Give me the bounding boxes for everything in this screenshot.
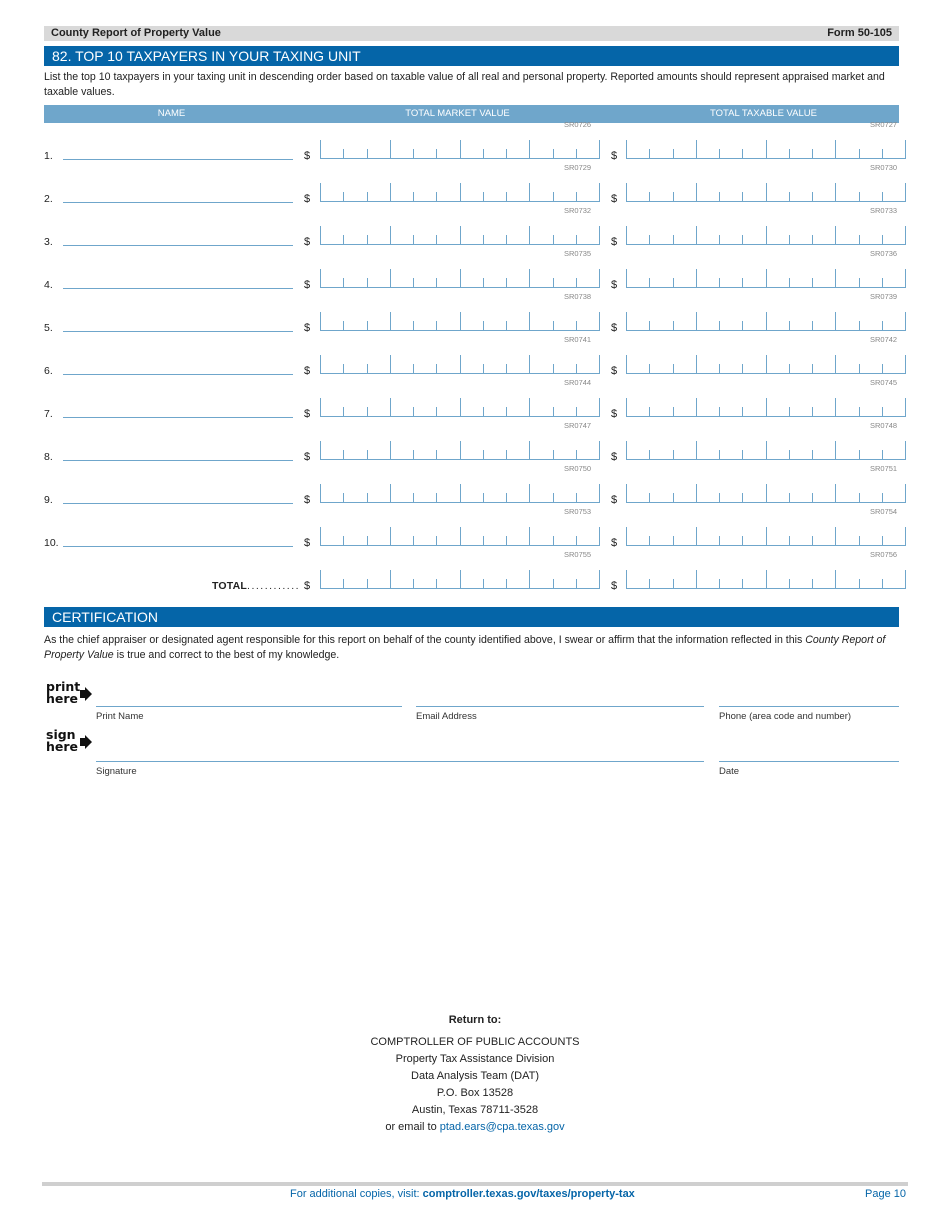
return-address-line: P.O. Box 13528: [436, 1087, 514, 1099]
taxable-field-code: SR0733: [870, 206, 898, 215]
dollar-sign: $: [611, 494, 618, 506]
taxable-value-input[interactable]: [626, 312, 906, 331]
taxpayer-row: [44, 291, 899, 334]
dollar-sign: $: [304, 150, 311, 162]
market-value-input[interactable]: [320, 570, 600, 589]
dollar-sign: $: [611, 193, 618, 205]
market-value-input[interactable]: [320, 484, 600, 503]
taxable-field-code: SR0748: [870, 421, 898, 430]
dollar-sign: $: [304, 537, 311, 549]
dollar-sign: $: [611, 408, 618, 420]
row-number: 3.: [44, 236, 53, 248]
dollar-sign: $: [611, 236, 618, 248]
taxable-value-input[interactable]: [626, 226, 906, 245]
additional-copies: [290, 1188, 635, 1200]
page-number: Page 10: [865, 1188, 906, 1200]
taxpayer-row: [44, 162, 899, 205]
email-prefix: or email to: [385, 1121, 440, 1133]
market-value-input[interactable]: [320, 527, 600, 546]
market-value-input[interactable]: [320, 226, 600, 245]
row-number: 8.: [44, 451, 53, 463]
signature-label: Signature: [96, 766, 137, 777]
taxpayer-row: [44, 119, 899, 162]
total-row: [44, 549, 899, 592]
taxpayer-name-input[interactable]: [63, 460, 293, 461]
email-label: Email Address: [416, 711, 477, 722]
taxpayer-name-input[interactable]: [63, 288, 293, 289]
taxable-value-input[interactable]: [626, 441, 906, 460]
market-field-code: SR0755: [564, 550, 592, 559]
dollar-sign: $: [611, 537, 618, 549]
return-address-line: Property Tax Assistance Division: [395, 1053, 555, 1065]
print-name-label: Print Name: [96, 711, 144, 722]
taxpayer-name-input[interactable]: [63, 374, 293, 375]
taxable-field-code: SR0742: [870, 335, 898, 344]
market-field-code: SR0747: [564, 421, 592, 430]
dollar-sign: $: [304, 193, 311, 205]
market-field-code: SR0732: [564, 206, 592, 215]
certification-statement: [44, 633, 904, 663]
taxable-field-code: SR0756: [870, 550, 898, 559]
return-address-line: COMPTROLLER OF PUBLIC ACCOUNTS: [370, 1036, 580, 1048]
market-field-code: SR0738: [564, 292, 592, 301]
taxpayer-name-input[interactable]: [63, 331, 293, 332]
column-taxable-value: TOTAL TAXABLE VALUE: [709, 108, 817, 119]
sign-stamp-word: here: [46, 739, 79, 754]
dollar-sign: $: [304, 322, 311, 334]
market-field-code: SR0729: [564, 163, 592, 172]
total-leader-dots: ............: [247, 580, 301, 592]
cert-text-part: As the chief appraiser or designated agent responsible for this report on behalf of the county identified above, I swear or affirm that the information reflected in this: [44, 634, 806, 646]
taxable-field-code: SR0739: [870, 292, 898, 301]
dollar-sign: $: [304, 365, 311, 377]
certification-header: CERTIFICATION: [44, 607, 899, 627]
copies-link[interactable]: comptroller.texas.gov/taxes/property-tax: [422, 1188, 635, 1200]
taxpayer-row: [44, 334, 899, 377]
taxable-field-code: SR0727: [870, 120, 898, 129]
row-number: 4.: [44, 279, 53, 291]
dollar-sign: $: [611, 580, 618, 592]
print-name-input[interactable]: [96, 706, 402, 707]
taxpayer-row: [44, 205, 899, 248]
market-value-input[interactable]: [320, 183, 600, 202]
section-82-instructions: List the top 10 taxpayers in your taxing unit in descending order based on taxable value of all real and personal property. Reported amounts should represent appraised market and taxable values.: [44, 71, 885, 98]
taxable-value-input[interactable]: [626, 398, 906, 417]
taxable-field-code: SR0736: [870, 249, 898, 258]
arrow-right-icon: [80, 687, 92, 701]
section-82-header: 82. TOP 10 TAXPAYERS IN YOUR TAXING UNIT: [44, 46, 899, 66]
dollar-sign: $: [611, 451, 618, 463]
market-value-input[interactable]: [320, 269, 600, 288]
sign-stamp-word: sign: [46, 727, 76, 742]
sign-here-stamp: [46, 729, 78, 753]
print-stamp-word: here: [46, 691, 79, 706]
taxable-field-code: SR0745: [870, 378, 898, 387]
market-field-code: SR0753: [564, 507, 592, 516]
market-value-input[interactable]: [320, 355, 600, 374]
return-to-block: [0, 1012, 950, 1136]
taxpayer-name-input[interactable]: [63, 159, 293, 160]
print-stamp-word: print: [46, 679, 81, 694]
dollar-sign: $: [611, 279, 618, 291]
row-number: 5.: [44, 322, 53, 334]
dollar-sign: $: [611, 322, 618, 334]
taxable-value-input[interactable]: [626, 484, 906, 503]
taxable-value-input[interactable]: [626, 269, 906, 288]
dollar-sign: $: [304, 236, 311, 248]
dollar-sign: $: [304, 494, 311, 506]
market-value-input[interactable]: [320, 140, 600, 159]
email-link[interactable]: ptad.ears@cpa.texas.gov: [439, 1121, 565, 1133]
taxpayer-name-input[interactable]: [63, 245, 293, 246]
taxpayer-name-input[interactable]: [63, 503, 293, 504]
taxable-value-input[interactable]: [626, 570, 906, 589]
date-label: Date: [719, 766, 740, 777]
taxpayer-name-input[interactable]: [63, 546, 293, 547]
market-value-input[interactable]: [320, 398, 600, 417]
row-number: 7.: [44, 408, 53, 420]
form-title: County Report of Property Value: [51, 27, 221, 39]
taxpayer-row: [44, 506, 899, 549]
market-field-code: SR0735: [564, 249, 592, 258]
taxable-value-input[interactable]: [626, 140, 906, 159]
phone-input[interactable]: [719, 706, 899, 707]
dollar-sign: $: [304, 279, 311, 291]
market-value-input[interactable]: [320, 312, 600, 331]
email-input[interactable]: [416, 706, 704, 707]
taxpayer-row: [44, 248, 899, 291]
return-address-line: Data Analysis Team (DAT): [411, 1070, 539, 1082]
signature-input[interactable]: [96, 761, 704, 762]
copies-text: For additional copies, visit:: [290, 1188, 423, 1200]
return-address-line: Austin, Texas 78711-3528: [411, 1104, 539, 1116]
cert-text-part: is true and correct to the best of my knowledge.: [113, 649, 340, 661]
print-here-stamp: [46, 681, 80, 705]
taxpayer-name-input[interactable]: [63, 202, 293, 203]
market-field-code: SR0726: [564, 120, 592, 129]
column-market-value: TOTAL MARKET VALUE: [405, 108, 510, 119]
taxpayer-row: [44, 377, 899, 420]
dollar-sign: $: [611, 365, 618, 377]
taxable-value-input[interactable]: [626, 183, 906, 202]
return-to-heading: Return to:: [448, 1014, 502, 1026]
row-number: 10.: [44, 537, 59, 549]
dollar-sign: $: [611, 150, 618, 162]
form-number: Form 50-105: [827, 27, 892, 39]
footer-divider: [42, 1182, 908, 1186]
market-field-code: SR0750: [564, 464, 592, 473]
total-label: [212, 580, 300, 592]
dollar-sign: $: [304, 580, 311, 592]
taxpayer-name-input[interactable]: [63, 417, 293, 418]
phone-label: Phone (area code and number): [719, 711, 852, 722]
dollar-sign: $: [304, 451, 311, 463]
cert-text-form-name: County Report of Property Value: [44, 634, 886, 661]
taxpayer-row: [44, 420, 899, 463]
market-field-code: SR0744: [564, 378, 592, 387]
column-name: NAME: [157, 108, 186, 119]
form-header-bar: [44, 26, 899, 41]
total-label-text: TOTAL: [212, 580, 248, 592]
return-email-line: [0, 1119, 950, 1136]
dollar-sign: $: [304, 408, 311, 420]
taxable-field-code: SR0751: [870, 464, 898, 473]
row-number: 9.: [44, 494, 53, 506]
taxable-value-input[interactable]: [626, 527, 906, 546]
row-number: 1.: [44, 150, 53, 162]
row-number: 2.: [44, 193, 53, 205]
row-number: 6.: [44, 365, 53, 377]
date-input[interactable]: [719, 761, 899, 762]
taxable-field-code: SR0730: [870, 163, 898, 172]
arrow-right-icon: [80, 735, 92, 749]
market-value-input[interactable]: [320, 441, 600, 460]
market-field-code: SR0741: [564, 335, 592, 344]
taxable-field-code: SR0754: [870, 507, 898, 516]
taxpayer-row: [44, 463, 899, 506]
taxable-value-input[interactable]: [626, 355, 906, 374]
